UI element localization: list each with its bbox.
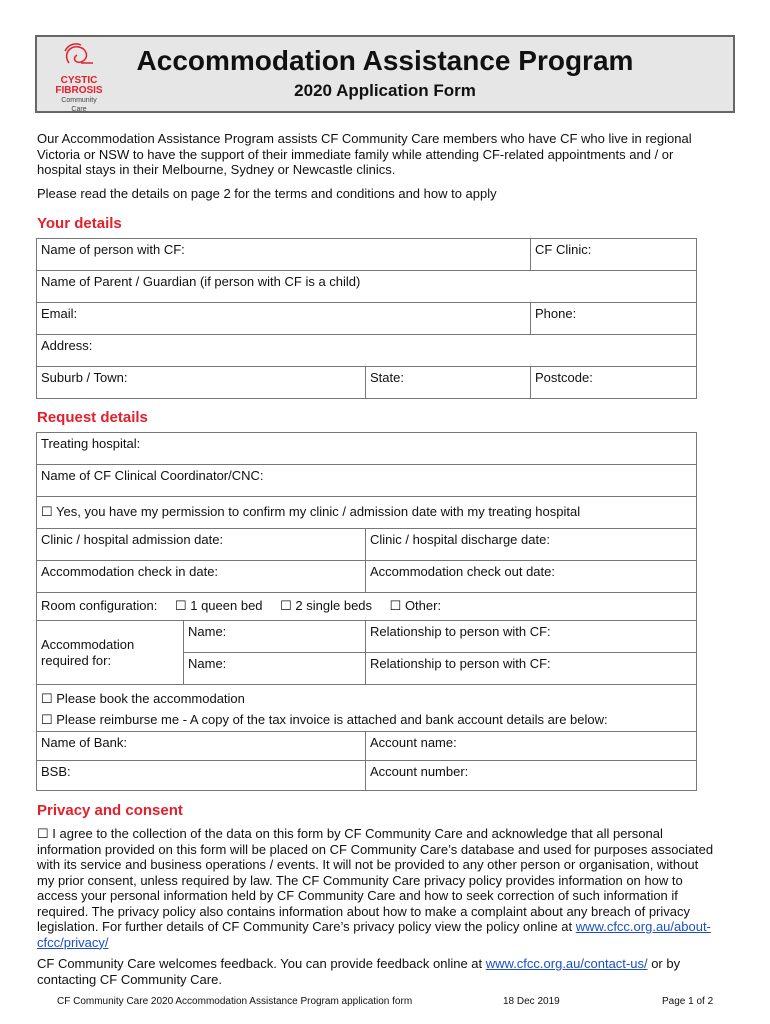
cf-logo: CYSTIC FIBROSIS Community Care — [49, 41, 109, 114]
checkin-date-field[interactable]: Accommodation check in date: — [36, 560, 366, 593]
coordinator-field[interactable]: Name of CF Clinical Coordinator/CNC: — [36, 464, 697, 497]
feedback-text: CF Community Care welcomes feedback. You can provide feedback online at www.cfcc.org.au/contact-us/ or by contacting CF Community Care. — [37, 956, 681, 987]
email-field[interactable]: Email: — [36, 302, 531, 335]
footer-page: Page 1 of 2 — [662, 996, 714, 1007]
contact-link[interactable]: www.cfcc.org.au/contact-us/ — [485, 956, 648, 971]
bsb-field[interactable]: BSB: — [36, 760, 366, 791]
footer-title: CF Community Care 2020 Accommodation Assistance Program application form — [57, 996, 413, 1007]
postcode-field[interactable]: Postcode: — [530, 366, 697, 399]
page-subtitle: 2020 Application Form — [294, 81, 476, 100]
account-name-field[interactable]: Account name: — [365, 731, 697, 761]
phone-field[interactable]: Phone: — [530, 302, 697, 335]
parent-field[interactable]: Name of Parent / Guardian (if person with CF is a child) — [36, 270, 697, 303]
book-checkbox[interactable]: ☐ Please book the accommodation — [41, 691, 245, 706]
intro-note: Please read the details on page 2 for the terms and conditions and how to apply — [37, 186, 497, 201]
relationship-1-field[interactable]: Relationship to person with CF: — [365, 620, 697, 653]
checkout-date-field[interactable]: Accommodation check out date: — [365, 560, 697, 593]
name-2-field[interactable]: Name: — [183, 652, 366, 685]
suburb-field[interactable]: Suburb / Town: — [36, 366, 366, 399]
address-field[interactable]: Address: — [36, 334, 697, 367]
privacy-link[interactable]: www.cfcc.org.au/about-cfcc/privacy/ — [37, 919, 711, 950]
name-1-field[interactable]: Name: — [183, 620, 366, 653]
footer-date: 18 Dec 2019 — [503, 996, 560, 1007]
section-your-details: Your details — [37, 215, 122, 232]
required-for-label: Accommodation required for: — [36, 620, 184, 685]
state-field[interactable]: State: — [365, 366, 531, 399]
reimburse-checkbox[interactable]: ☐ Please reimburse me - A copy of the tax invoice is attached and bank account details are below: — [41, 712, 608, 727]
permission-checkbox[interactable]: ☐ Yes, you have my permission to confirm my clinic / admission date with my treating hospital — [36, 496, 697, 529]
bank-name-field[interactable]: Name of Bank: — [36, 731, 366, 761]
room-config-label: Room configuration: — [41, 598, 158, 613]
single-beds-checkbox[interactable]: ☐ 2 single beds — [280, 598, 373, 613]
page-title: Accommodation Assistance Program — [136, 45, 634, 76]
admission-date-field[interactable]: Clinic / hospital admission date: — [36, 528, 366, 561]
other-checkbox[interactable]: ☐ Other: — [389, 598, 442, 613]
payment-options — [36, 684, 697, 732]
section-request-details: Request details — [37, 409, 148, 426]
header-box — [35, 35, 735, 113]
section-privacy: Privacy and consent — [37, 802, 183, 819]
room-config-row — [36, 592, 697, 621]
intro-text: Our Accommodation Assistance Program assists CF Community Care members who have CF who live in regional Victoria or NSW to have the support of their immediate family while attending CF-related appointments and / or hospital stays in their Melbourne, Sydney or Newcastle clinics. — [37, 131, 692, 177]
discharge-date-field[interactable]: Clinic / hospital discharge date: — [365, 528, 697, 561]
clinic-field[interactable]: CF Clinic: — [530, 238, 697, 271]
relationship-2-field[interactable]: Relationship to person with CF: — [365, 652, 697, 685]
queen-bed-checkbox[interactable]: ☐ 1 queen bed — [174, 598, 263, 613]
hospital-field[interactable]: Treating hospital: — [36, 432, 697, 465]
name-field[interactable]: Name of person with CF: — [36, 238, 531, 271]
account-number-field[interactable]: Account number: — [365, 760, 697, 791]
privacy-consent-text[interactable]: ☐ I agree to the collection of the data on this form by CF Community Care and acknowledge that all personal information provided on this form will be placed on CF Community Care’s database and used for purposes associated with its service and business operations / events. It will not be provided to any other person or organisation, without my prior consent, unless required by law. The CF Community Care privacy policy provides information on how to access your personal information held by CF Community Care and how to seek correction of such information if required. The privacy policy also contains information about how to make a complaint about any breach of privacy legislation. For further details of CF Community Care’s privacy policy view the policy online at www.cfcc.org.au/about-cfcc/privacy/ — [37, 826, 714, 950]
